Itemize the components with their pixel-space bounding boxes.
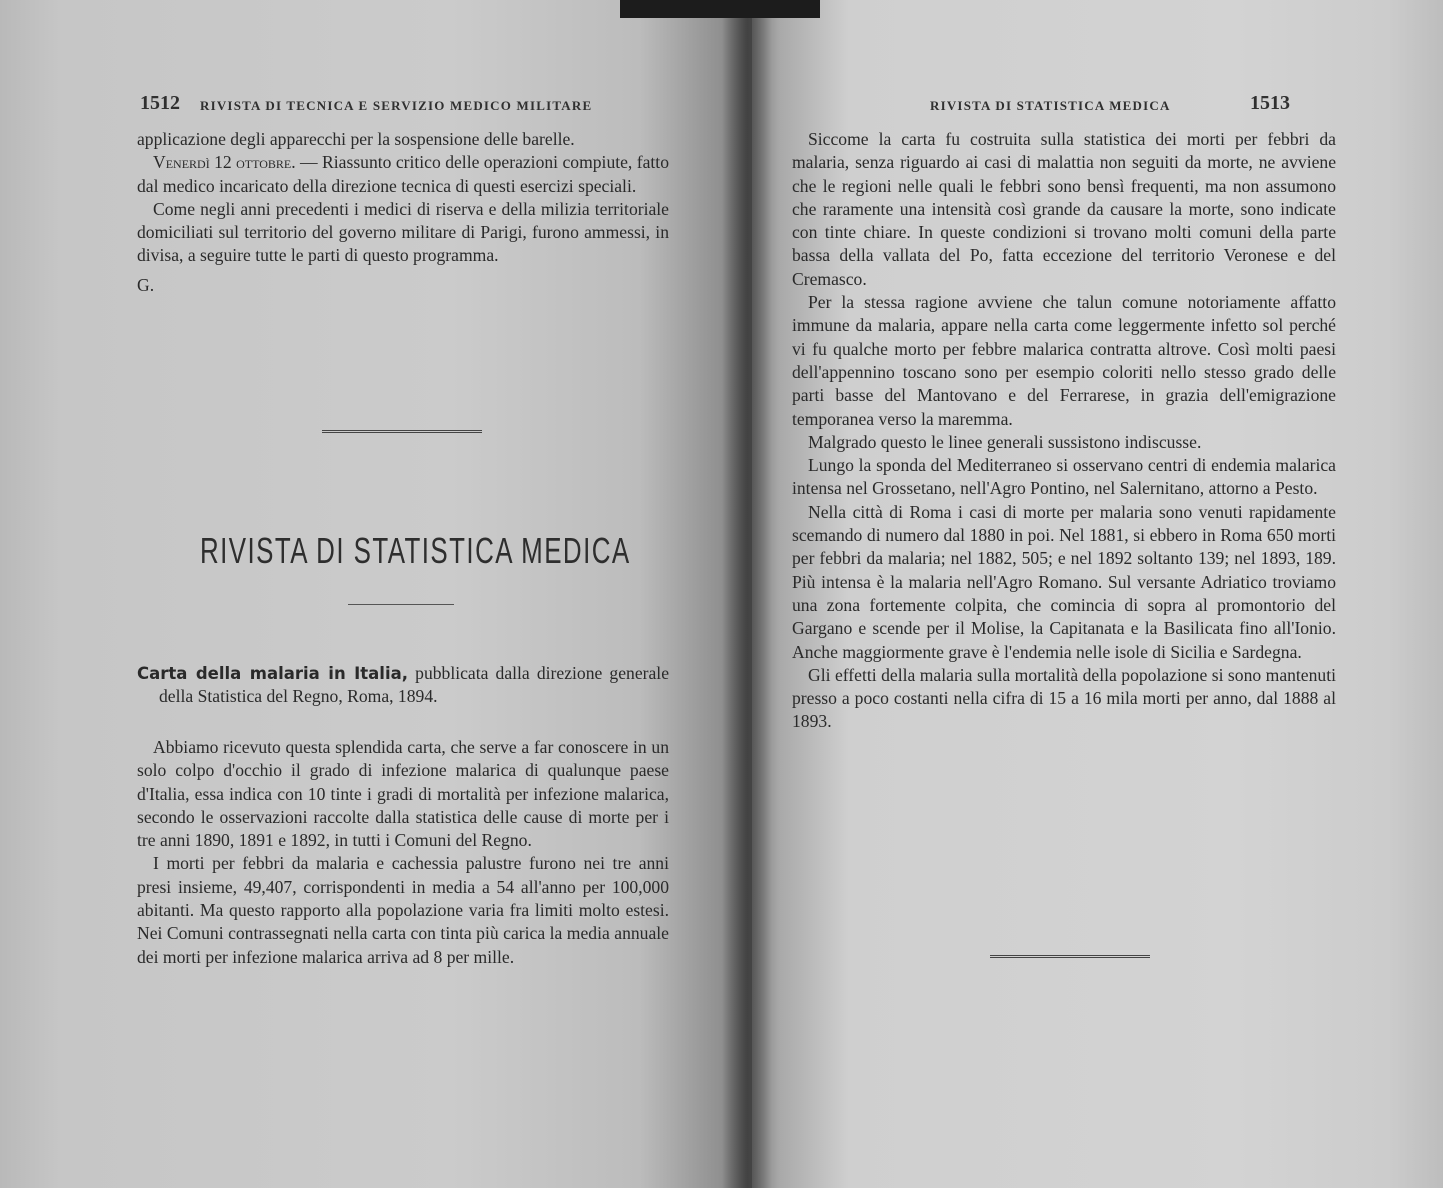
right-folio: 1513 [1250,92,1290,114]
review-heading [137,662,669,709]
left-running-head: RIVISTA DI TECNICA E SERVIZIO MEDICO MILITARE [200,98,593,113]
review-heading-rest: pubblicata dalla direzione generale della Statistica del Regno, Roma, 1894. [159,663,669,707]
right-paragraph: Lungo la sponda del Mediterraneo si osservano centri di endemia malarica intensa nel Grossetano, nell'Agro Pontino, nel Salernitano, attorno a Pesto. [792,455,1336,499]
right-page [752,0,1443,1188]
review-paragraph: I morti per febbri da malaria e cachessia palustre furono nei tre anni presi insieme, 49,407, corrispondenti in media a 54 all'anno per 100,000 abitanti. Ma questo rapporto alla popolazione varia fra limiti molto estesi. Nei Comuni contrassegnati nella carta con tinta più carica la media annuale dei morti per infezione malarica arriva ad 8 per mille. [137,853,669,967]
signature: G. [137,274,155,295]
right-paragraph: Siccome la carta fu costruita sulla statistica dei morti per febbri da malaria, senza riguardo ai casi di malattia non seguiti da morte, ne avviene che le regioni nelle quali le febbri sono bensì frequenti, ma non assumono che raramente una intensità così grande da causare la morte, sono indicate con tinte chiare. In queste condizioni si trovano molti comuni della parte bassa della vallata del Po, fatta eccezione del territorio Veronese e del Cremasco. [792,129,1336,289]
program-entry-day: Venerdì 12 ottobre. [153,152,296,173]
title-underline [348,604,454,605]
right-paragraph: Per la stessa ragione avviene che talun comune notoriamente affatto immune da malaria, appare nella carta come leggermente infetto sol perché vi fu qualche morto per febbre malarica contratta altrove. Così molti paesi dell'appennino toscano sono per esempio coloriti nello stesso grado delle parti basse del Mantovano e del Ferrarese, in grazia dell'emigrazione temporanea verso la maremma. [792,292,1336,429]
review-body [137,736,669,969]
closing-paragraph: Come negli anni precedenti i medici di riserva e della milizia territoriale domiciliati sul territorio del governo militare di Parigi, furono ammessi, in divisa, a seguire tutte le parti di questo programma. [137,198,669,266]
left-folio: 1512 [140,92,180,114]
section-title: RIVISTA DI STATISTICA MEDICA [200,530,631,571]
right-text [792,128,1336,734]
double-rule-end [990,955,1150,958]
right-running-head: RIVISTA DI STATISTICA MEDICA [930,98,1171,113]
right-paragraph: Gli effetti della malaria sulla mortalità della popolazione si sono mantenuti presso a poco costanti nella cifra di 15 a 16 mila morti per anno, dal 1888 al 1893. [792,664,1336,732]
review-heading-title: Carta della malaria in Italia, [137,664,409,683]
book-gutter-shadow [722,0,772,1188]
program-entry-text: — Riassunto critico delle operazioni compiute, fatto dal medico incaricato della direzione tecnica di questi esercizi speciali. [137,152,669,196]
double-rule-divider [322,430,482,433]
scan-edge-shadow [620,0,820,18]
review-paragraph: Abbiamo ricevuto questa splendida carta, che serve a far conoscere in un solo colpo d'occhio il grado di infezione malarica di qualunque paese d'Italia, essa indica con 10 tinte i gradi di mortalità per infezione malarica, secondo le osservazioni raccolte dalla statistica delle cause di morte per i tre anni 1890, 1891 e 1892, in tutti i Comuni del Regno. [137,737,669,851]
review-heading-block [137,662,669,709]
continuation-paragraph: applicazione degli apparecchi per la sospensione delle barelle. [137,129,575,149]
right-paragraph: Malgrado questo le linee generali sussistono indiscusse. [808,431,1202,452]
right-paragraph: Nella città di Roma i casi di morte per malaria sono venuti rapidamente scemando di numero dal 1880 in poi. Nel 1881, si ebbero in Roma 650 morti per febbri da malaria; nel 1882, 505; e nel 1892 soltanto 139; nel 1893, 189. Più intensa è la malaria nell'Agro Romano. Sul versante Adriatico troviamo una zona fortemente colpita, che comincia di sopra al promontorio del Gargano e scende per il Molise, la Capitanata e la Basilicata fino all'Ionio. Anche maggiormente grave è l'endemia nelle isole di Sicilia e Sardegna. [792,501,1336,662]
left-top-text [137,128,669,297]
program-entry [137,151,669,198]
